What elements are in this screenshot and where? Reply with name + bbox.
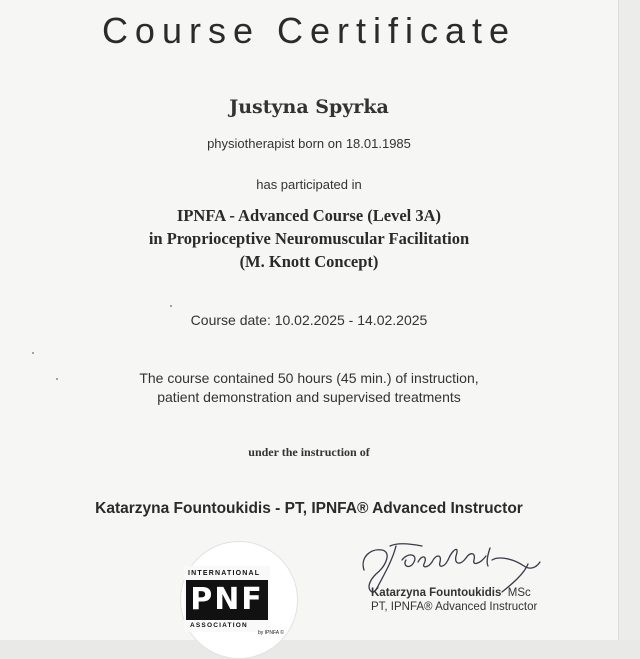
course-name-line: in Proprioceptive Neuromuscular Facilitation xyxy=(148,229,470,248)
course-name-line: (M. Knott Concept) xyxy=(239,252,379,271)
course-hours-line: The course contained 50 hours (45 min.) of instruction, xyxy=(139,370,479,386)
scan-speck xyxy=(32,352,34,354)
certificate-title: Course Certificate xyxy=(101,10,517,51)
scan-speck xyxy=(170,305,172,307)
course-date: Course date: 10.02.2025 - 14.02.2025 xyxy=(190,312,428,328)
scan-edge xyxy=(618,0,640,640)
participation-text: has participated in xyxy=(256,177,362,192)
signatory-degree: MSc xyxy=(507,587,531,599)
instructor-name: Katarzyna Fountoukidis - PT, IPNFA® Advanced Instructor xyxy=(95,500,523,517)
logo-small-text: by IPNFA © xyxy=(258,630,284,636)
logo-top-text: INTERNATIONAL xyxy=(188,570,261,577)
signatory-name xyxy=(371,587,531,599)
logo-main-text: PNF xyxy=(186,580,268,620)
logo-bottom-text: ASSOCIATION xyxy=(190,622,248,629)
course-name-line: IPNFA - Advanced Course (Level 3A) xyxy=(176,206,442,225)
participant-description: physiotherapist born on 18.01.1985 xyxy=(207,136,411,151)
participant-name: Justyna Spyrka xyxy=(229,96,389,118)
signatory-role: PT, IPNFA® Advanced Instructor xyxy=(371,601,538,613)
signatory-name-text: Katarzyna Fountoukidis xyxy=(371,587,502,599)
course-hours-line: patient demonstration and supervised treatments xyxy=(157,389,461,405)
instruction-label: under the instruction of xyxy=(248,445,370,459)
